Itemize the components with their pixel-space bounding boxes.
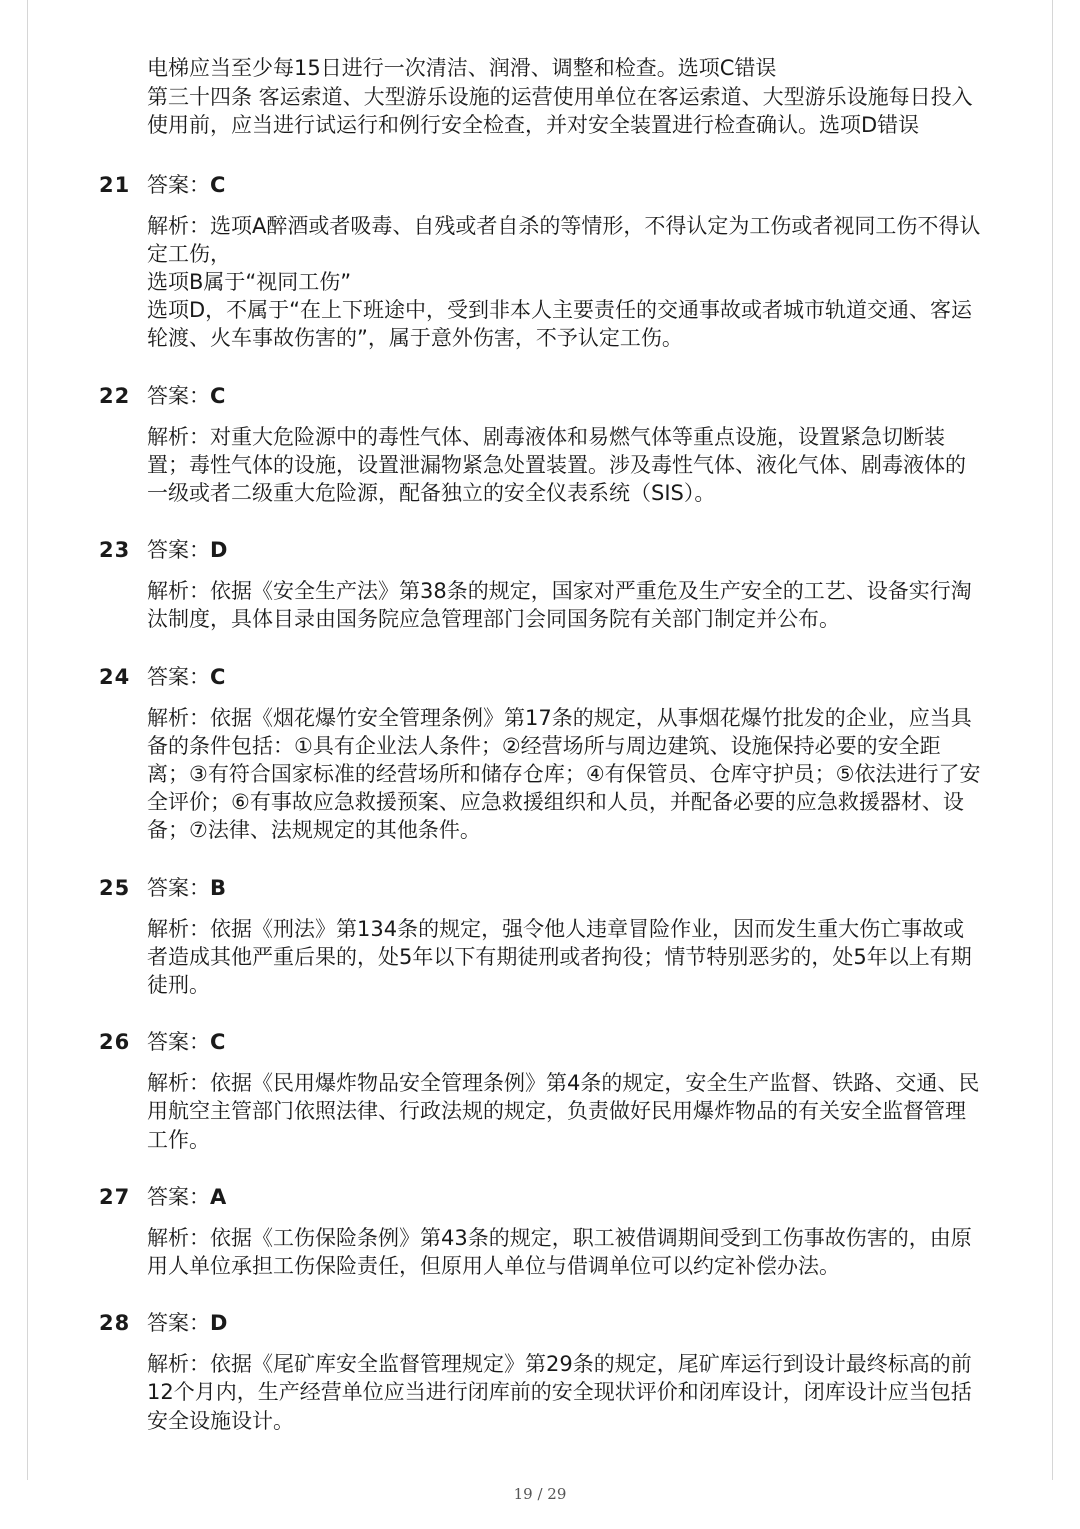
explanation [147,704,982,845]
explanation-paragraph: 选项B属于“视同工伤” [147,269,352,294]
question-number: 24 [99,664,131,689]
question-number: 26 [99,1030,131,1055]
explanation-paragraph: 解析：依据《尾矿库安全监督管理规定》第29条的规定，尾矿库运行到设计最终标高的前12个月内，生产经营单位应当进行闭库前的安全现状评价和闭库设计，闭库设计应当包括安全设施设计。 [147,1352,972,1433]
explanation [147,577,982,633]
question-number: 23 [99,538,131,563]
question-number: 21 [99,172,131,197]
answer-item [0,1308,1080,1435]
answer-header [0,873,1080,903]
answer-item [0,1182,1080,1280]
answer-header [0,1308,1080,1338]
document-body [0,54,1080,1435]
answer-label-text: 答案： [147,664,210,689]
answer-header [0,170,1080,200]
explanation [147,1224,982,1280]
answer-label [147,381,225,411]
answer-label-text: 答案： [147,1311,210,1336]
answer-item [0,170,1080,353]
intro-line: 电梯应当至少每15日进行一次清洁、润滑、调整和检查。选项C错误 [147,56,777,80]
answer-header [0,1182,1080,1212]
explanation-paragraph: 解析：对重大危险源中的毒性气体、剧毒液体和易燃气体等重点设施，设置紧急切断装置；毒性气体的设施，设置泄漏物紧急处置装置。涉及毒性气体、液化气体、剧毒液体的一级或者二级重大危险源，配备独立的安全仪表系统（SIS）。 [147,424,966,505]
explanation [147,1069,982,1154]
answer-value: C [210,383,226,408]
question-number: 22 [99,383,131,408]
page-number: 19 / 29 [513,1485,567,1503]
answer-label [147,873,226,903]
answer-label [147,535,227,565]
answer-header [0,535,1080,565]
answer-label [147,170,225,200]
question-number: 28 [99,1311,131,1336]
explanation-paragraph: 解析：依据《安全生产法》第38条的规定，国家对严重危及生产安全的工艺、设备实行淘汰制度，具体目录由国务院应急管理部门会同国务院有关部门制定并公布。 [147,579,972,632]
answer-value: A [210,1184,227,1209]
explanation-paragraph: 选项D，不属于“在上下班途中，受到非本人主要责任的交通事故或者城市轨道交通、客运轮渡、火车事故伤害的”，属于意外伤害，不予认定工伤。 [147,298,973,351]
answer-value: C [210,664,226,689]
answer-item [0,1027,1080,1154]
answer-label-text: 答案： [147,383,210,408]
answer-value: D [210,1311,228,1336]
answer-label-text: 答案： [147,875,210,900]
answer-label-text: 答案： [147,1184,210,1209]
answer-header [0,662,1080,692]
explanation [147,423,982,508]
answer-value: C [210,172,226,197]
explanation [147,212,982,353]
answer-label [147,1027,225,1057]
explanation-paragraph: 解析：依据《工伤保险条例》第43条的规定，职工被借调期间受到工伤事故伤害的，由原用人单位承担工伤保险责任，但原用人单位与借调单位可以约定补偿办法。 [147,1225,972,1278]
answer-label-text: 答案： [147,538,210,563]
answer-value: B [210,875,227,900]
answer-label [147,662,225,692]
explanation-paragraph: 解析：依据《刑法》第134条的规定，强令他人违章冒险作业，因而发生重大伤亡事故或者造成其他严重后果的，处5年以下有期徒刑或者拘役；情节特别恶劣的，处5年以上有期徒刑。 [147,916,972,997]
answer-value: D [210,538,228,563]
answer-item [0,535,1080,633]
explanation [147,915,982,1000]
answer-value: C [210,1030,226,1055]
answer-item [0,873,1080,1000]
answer-label-text: 答案： [147,172,210,197]
answer-item [0,381,1080,508]
answer-header [0,1027,1080,1057]
explanation-paragraph: 解析：依据《民用爆炸物品安全管理条例》第4条的规定，安全生产监督、铁路、交通、民用航空主管部门依照法律、行政法规的规定，负责做好民用爆炸物品的有关安全监督管理工作。 [147,1071,980,1152]
intro-continuation [147,54,977,140]
explanation-paragraph: 解析：选项A醉酒或者吸毒、自残或者自杀的等情形，不得认定为工伤或者视同工伤不得认定工伤， [147,213,981,266]
explanation-paragraph: 解析：依据《烟花爆竹安全管理条例》第17条的规定，从事烟花爆竹批发的企业，应当具备的条件包括：①具有企业法人条件；②经营场所与周边建筑、设施保持必要的安全距离；③有符合国家标准的经营场所和储存仓库；④有保管员、仓库守护员；⑤依法进行了安全评价；⑥有事故应急救援预案、应急救援组织和人员，并配备必要的应急救援器材、设备；⑦法律、法规规定的其他条件。 [147,705,981,843]
answer-item [0,662,1080,845]
answer-header [0,381,1080,411]
question-number: 25 [99,875,131,900]
answer-label [147,1182,226,1212]
answer-label [147,1308,227,1338]
answer-label-text: 答案： [147,1030,210,1055]
answer-list [0,170,1080,1435]
intro-line: 第三十四条 客运索道、大型游乐设施的运营使用单位在客运索道、大型游乐设施每日投入使用前，应当进行试运行和例行安全检查，并对安全装置进行检查确认。选项D错误 [147,84,973,137]
question-number: 27 [99,1184,131,1209]
explanation [147,1350,982,1435]
